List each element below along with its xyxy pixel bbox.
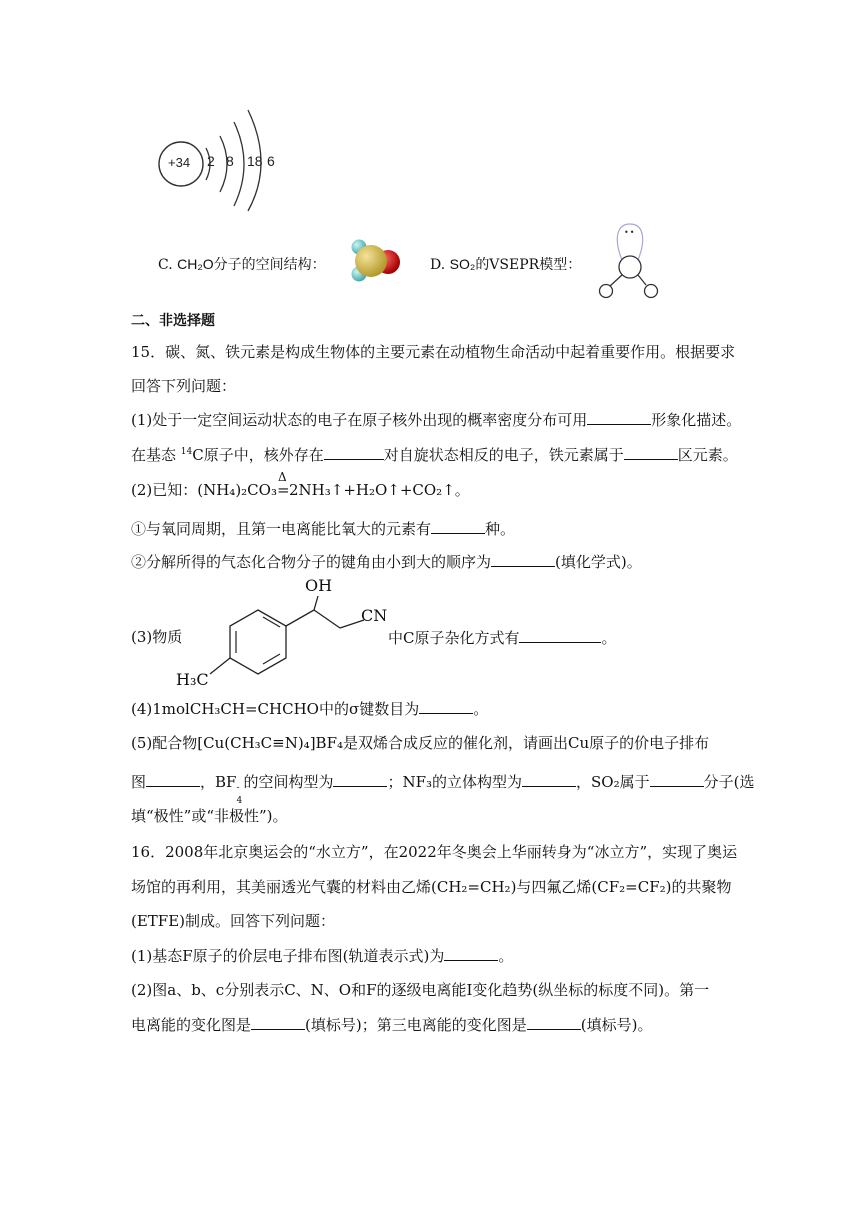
q15-part3-tail [388, 627, 617, 648]
option-c-label: C. [158, 257, 173, 273]
q16-intro-line-2: 场馆的再利用，其美丽透光气囊的材料由乙烯(CH₂=CH₂)与四氟乙烯(CF₂=CF₂)的共聚物 [131, 878, 732, 896]
q15-p2-2-text-a: ②分解所得的气态化合物分子的键角由小到大的顺序为 [131, 553, 492, 571]
q16-p2-blank-1[interactable] [251, 1014, 305, 1030]
section-title: 二、非选择题 [131, 313, 215, 329]
q15-p1-blank-1[interactable] [587, 409, 651, 425]
q16-part2-line-1: (2)图a、b、c分别表示C、N、O和F的逐级电离能I变化趋势(纵坐标的标度不同)。第一 [131, 981, 710, 999]
q16-p2-text-c: (填标号)；第三电离能的变化图是 [305, 1016, 527, 1034]
delta-symbol: Δ [277, 470, 287, 484]
q15-p2-1-text-b: 种。 [485, 520, 516, 538]
option-c-text: 分子的空间结构： [213, 257, 326, 273]
q15-p1-text-d: 对自旋状态相反的电子，铁元素属于 [383, 446, 624, 464]
q15-intro-line-2: 回答下列问题： [131, 377, 237, 395]
shell-3-count: 18 [247, 153, 263, 169]
q15-p5-text-b: 图 [131, 773, 147, 791]
option-d-label: D. [430, 257, 446, 273]
q15-p4-text-b: 。 [473, 700, 489, 718]
q15-p1-text-c: 在基态 [131, 446, 177, 464]
methyl-label: H₃C [176, 670, 209, 689]
q15-p5-blank-4[interactable] [650, 771, 704, 787]
q15-part1-line-1 [131, 409, 741, 430]
q16-p1-blank[interactable] [444, 945, 498, 961]
q15-p5-blank-2[interactable] [333, 771, 387, 787]
q15-part2-sub1 [131, 518, 515, 539]
bf4-subscript: 4 [236, 796, 243, 806]
q15-part5-line-1: (5)配合物[Cu(CH₃C≡N)₄]BF₄是双烯合成反应的催化剂，请画出Cu原子的价电子排布 [131, 734, 710, 752]
q15-p1-text-e: 区元素。 [677, 446, 738, 464]
equals-sign: = [276, 481, 290, 499]
q15-part1-line-2 [131, 442, 738, 465]
q15-p5-text-e: ；NF₃的立体构型为 [387, 773, 523, 791]
q15-part5-line-3: 填“极性”或“非极性”)。 [131, 807, 288, 825]
q16-p2-text-b: 电离能的变化图是 [131, 1016, 252, 1034]
q15-p2-reactant: (2)已知：(NH₄)₂CO₃ [131, 481, 277, 499]
q15-p5-blank-3[interactable] [522, 771, 576, 787]
q15-p1-text-a: (1)处于一定空间运动状态的电子在原子核外出现的概率密度分布可用 [131, 411, 588, 429]
q15-p5-text-g: 分子(选 [703, 773, 755, 791]
q15-part3-label: (3)物质 [131, 628, 183, 646]
carbon-mass-number: 14 [180, 447, 193, 457]
q16-p2-text-d: (填标号)。 [580, 1016, 653, 1034]
nucleus-charge: +34 [168, 155, 191, 170]
shell-4-count: 6 [267, 153, 275, 169]
q15-p3-text-b: 中C原子杂化方式有 [388, 629, 520, 647]
q15-p3-blank[interactable] [519, 627, 601, 643]
q16-part1 [131, 945, 513, 966]
q15-p5-blank-1[interactable] [146, 771, 200, 787]
option-d [430, 254, 581, 274]
option-d-text: 的VSEPR模型： [475, 257, 582, 273]
q15-p5-text-c: ，BF [200, 773, 237, 791]
option-c [158, 254, 326, 274]
heat-condition [276, 470, 290, 500]
shell-1-count: 2 [207, 153, 215, 169]
q15-p2-1-text-a: ①与氧同周期，且第一电离能比氧大的元素有 [131, 520, 432, 538]
option-c-formula: CH₂O [177, 256, 214, 272]
q16-p2-blank-2[interactable] [527, 1014, 581, 1030]
q15-p4-text-a: (4)1molCH₃CH=CHCHO中的σ键数目为 [131, 700, 420, 718]
q15-part4 [131, 698, 488, 719]
q15-p2-blank-2[interactable] [491, 551, 555, 567]
shell-2-count: 8 [226, 153, 234, 169]
q15-part5-line-2 [131, 771, 755, 806]
q15-p1-blank-2[interactable] [324, 444, 384, 460]
q16-part2-line-2 [131, 1014, 652, 1035]
q15-part2-equation [131, 470, 470, 500]
hydroxyl-label: OH [305, 576, 333, 595]
q15-p1-blank-3[interactable] [624, 444, 678, 460]
q15-p2-2-text-b: (填化学式)。 [555, 553, 642, 571]
q16-intro-line-3: (ETFE)制成。回答下列问题： [131, 912, 336, 930]
q15-p4-blank[interactable] [419, 698, 473, 714]
q16-intro-line-1: 16．2008年北京奥运会的“水立方”，在2022年冬奥会上华丽转身为“冰立方”，实现了奥运 [131, 843, 738, 861]
q15-p5-text-f: ，SO₂属于 [576, 773, 650, 791]
nitrile-label: CN [361, 606, 388, 625]
ch2o-space-filling-model [346, 236, 406, 286]
q15-p5-text-d: 的空间构型为 [243, 773, 334, 791]
lone-pair-dots: •• [624, 228, 636, 237]
bf4-charge: - [236, 783, 240, 793]
option-d-formula: SO₂ [449, 256, 476, 272]
q15-p1-text-b: 形象化描述。 [651, 411, 742, 429]
q15-p3-text-c: 。 [601, 629, 617, 647]
q15-part2-sub2 [131, 551, 642, 572]
q15-p2-products: 2NH₃↑+H₂O↑+CO₂↑。 [288, 481, 470, 499]
q15-p2-blank-1[interactable] [431, 518, 485, 534]
organic-structure [176, 574, 396, 694]
q15-p1-text-c2: C原子中，核外存在 [192, 446, 324, 464]
q16-p1-text-b: 。 [498, 947, 514, 965]
q16-p1-text-a: (1)基态F原子的价层电子排布图(轨道表示式)为 [131, 947, 445, 965]
q15-intro-line-1: 15．碳、氮、铁元素是构成生物体的主要元素在动植物生命活动中起着重要作用。根据要求 [131, 343, 736, 361]
